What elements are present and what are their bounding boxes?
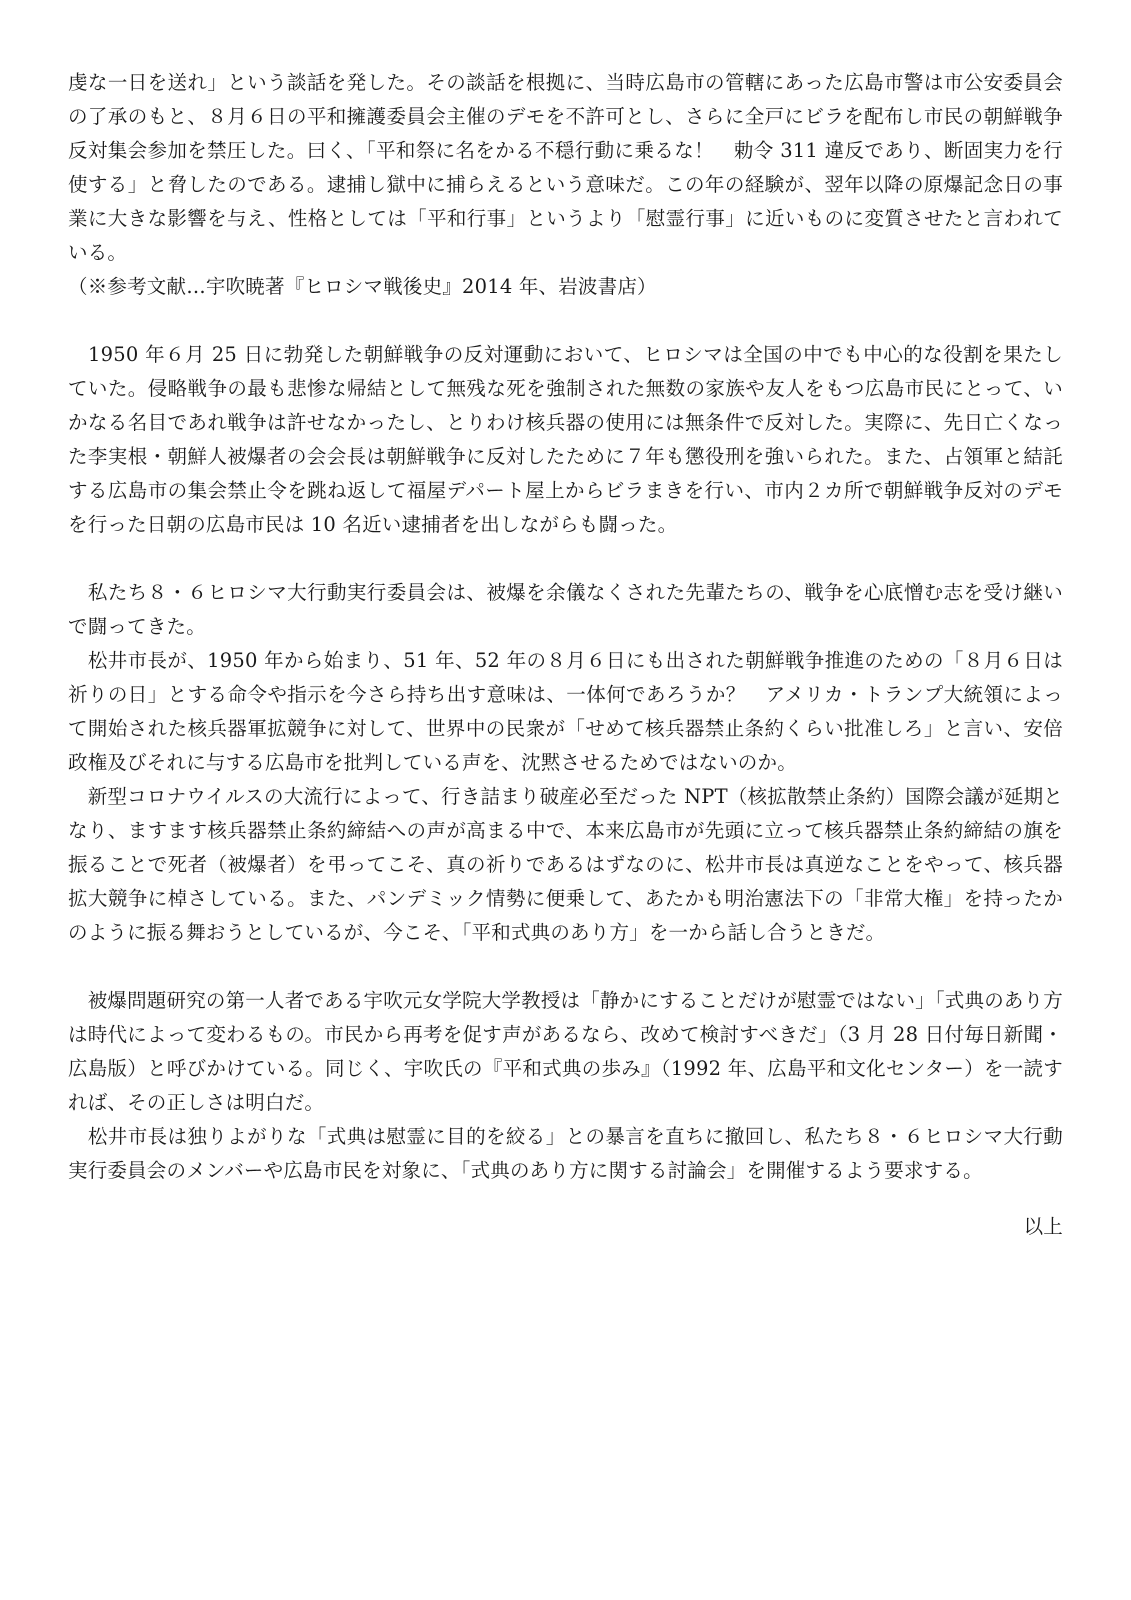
- paragraph-ban-on-rally: 虔な一日を送れ」という談話を発した。その談話を根拠に、当時広島市の管轄にあった広島市警は市公安委員会の了承のもと、８月６日の平和擁護委員会主催のデモを不許可とし、さらに全戸にビラを配布し市民の朝鮮戦争反対集会参加を禁圧した。曰く、「平和祭に名をかる不穏行動に乗るな！ 勅令 311 違反であり、断固実力を行使する」と脅したのである。逮捕し獄中に捕らえるという意味だ。この年の経験が、翌年以降の原爆記念日の事業に大きな影響を与え、性格としては「平和行事」というより「慰霊行事」に近いものに変質させたと言われている。: [68, 71, 1063, 264]
- paragraph-korean-war-opposition: 1950 年６月 25 日に勃発した朝鮮戦争の反対運動において、ヒロシマは全国の中でも中心的な役割を果たしていた。侵略戦争の最も悲惨な帰結として無残な死を強制された無数の家族や友人をもつ広島市民にとって、いかなる名目であれ戦争は許せなかったし、とりわけ核兵器の使用には無条件で反対した。実際に、先日亡くなった李実根・朝鮮人被爆者の会会長は朝鮮戦争に反対したために７年も懲役刑を強いられた。また、占領軍と結託する広島市の集会禁止令を跳ね返して福屋デパート屋上からビラまきを行い、市内２カ所で朝鮮戦争反対のデモを行った日朝の広島市民は 10 名近い逮捕者を出しながらも闘った。: [68, 343, 1063, 536]
- paragraph-professor-quote: 被爆問題研究の第一人者である宇吹元女学院大学教授は「静かにすることだけが慰霊ではない」「式典のあり方は時代によって変わるもの。市民から再考を促す声があるなら、改めて検討すべきだ」（3 月 28 日付毎日新聞・広島版）と呼びかけている。同じく、宇吹氏の『平和式典の歩み』（1992 年、広島平和文化センター）を一読すれば、その正しさは明白だ。: [68, 989, 1063, 1114]
- document-body: [68, 66, 1063, 1244]
- reference-note: （※参考文献…宇吹暁著『ヒロシマ戦後史』2014 年、岩波書店）: [68, 275, 657, 298]
- paragraph-spacer: [68, 950, 1063, 984]
- paragraph-spacer: [68, 304, 1063, 338]
- paragraph-spacer: [68, 542, 1063, 576]
- paragraph-npt-pandemic: 新型コロナウイルスの大流行によって、行き詰まり破産必至だった NPT（核拡散禁止条約）国際会議が延期となり、ますます核兵器禁止条約締結への声が高まる中で、本来広島市が先頭に立って核兵器禁止条約締結の旗を振ることで死者（被爆者）を弔ってこそ、真の祈りであるはずなのに、松井市長は真逆なことをやって、核兵器拡大競争に棹さしている。また、パンデミック情勢に便乗して、あたかも明治憲法下の「非常大権」を持ったかのように振る舞おうとしているが、今こそ、「平和式典のあり方」を一から話し合うときだ。: [68, 785, 1063, 944]
- paragraph-demand: 松井市長は独りよがりな「式典は慰霊に目的を絞る」との暴言を直ちに撤回し、私たち８・６ヒロシマ大行動実行委員会のメンバーや広島市民を対象に、「式典のあり方に関する討論会」を開催するよう要求する。: [68, 1125, 1063, 1182]
- closing-mark: 以上: [1023, 1215, 1063, 1238]
- paragraph-mayor-question: 松井市長が、1950 年から始まり、51 年、52 年の８月６日にも出された朝鮮戦争推進のための「８月６日は祈りの日」とする命令や指示を今さら持ち出す意味は、一体何であろうか？ アメリカ・トランプ大統領によって開始された核兵器軍拡競争に対して、世界中の民衆が「せめて核兵器禁止条約くらい批准しろ」と言い、安倍政権及びそれに与する広島市を批判している声を、沈黙させるためではないのか。: [68, 649, 1063, 774]
- paragraph-committee-statement: 私たち８・６ヒロシマ大行動実行委員会は、被爆を余儀なくされた先輩たちの、戦争を心底憎む志を受け継いで闘ってきた。: [68, 581, 1063, 638]
